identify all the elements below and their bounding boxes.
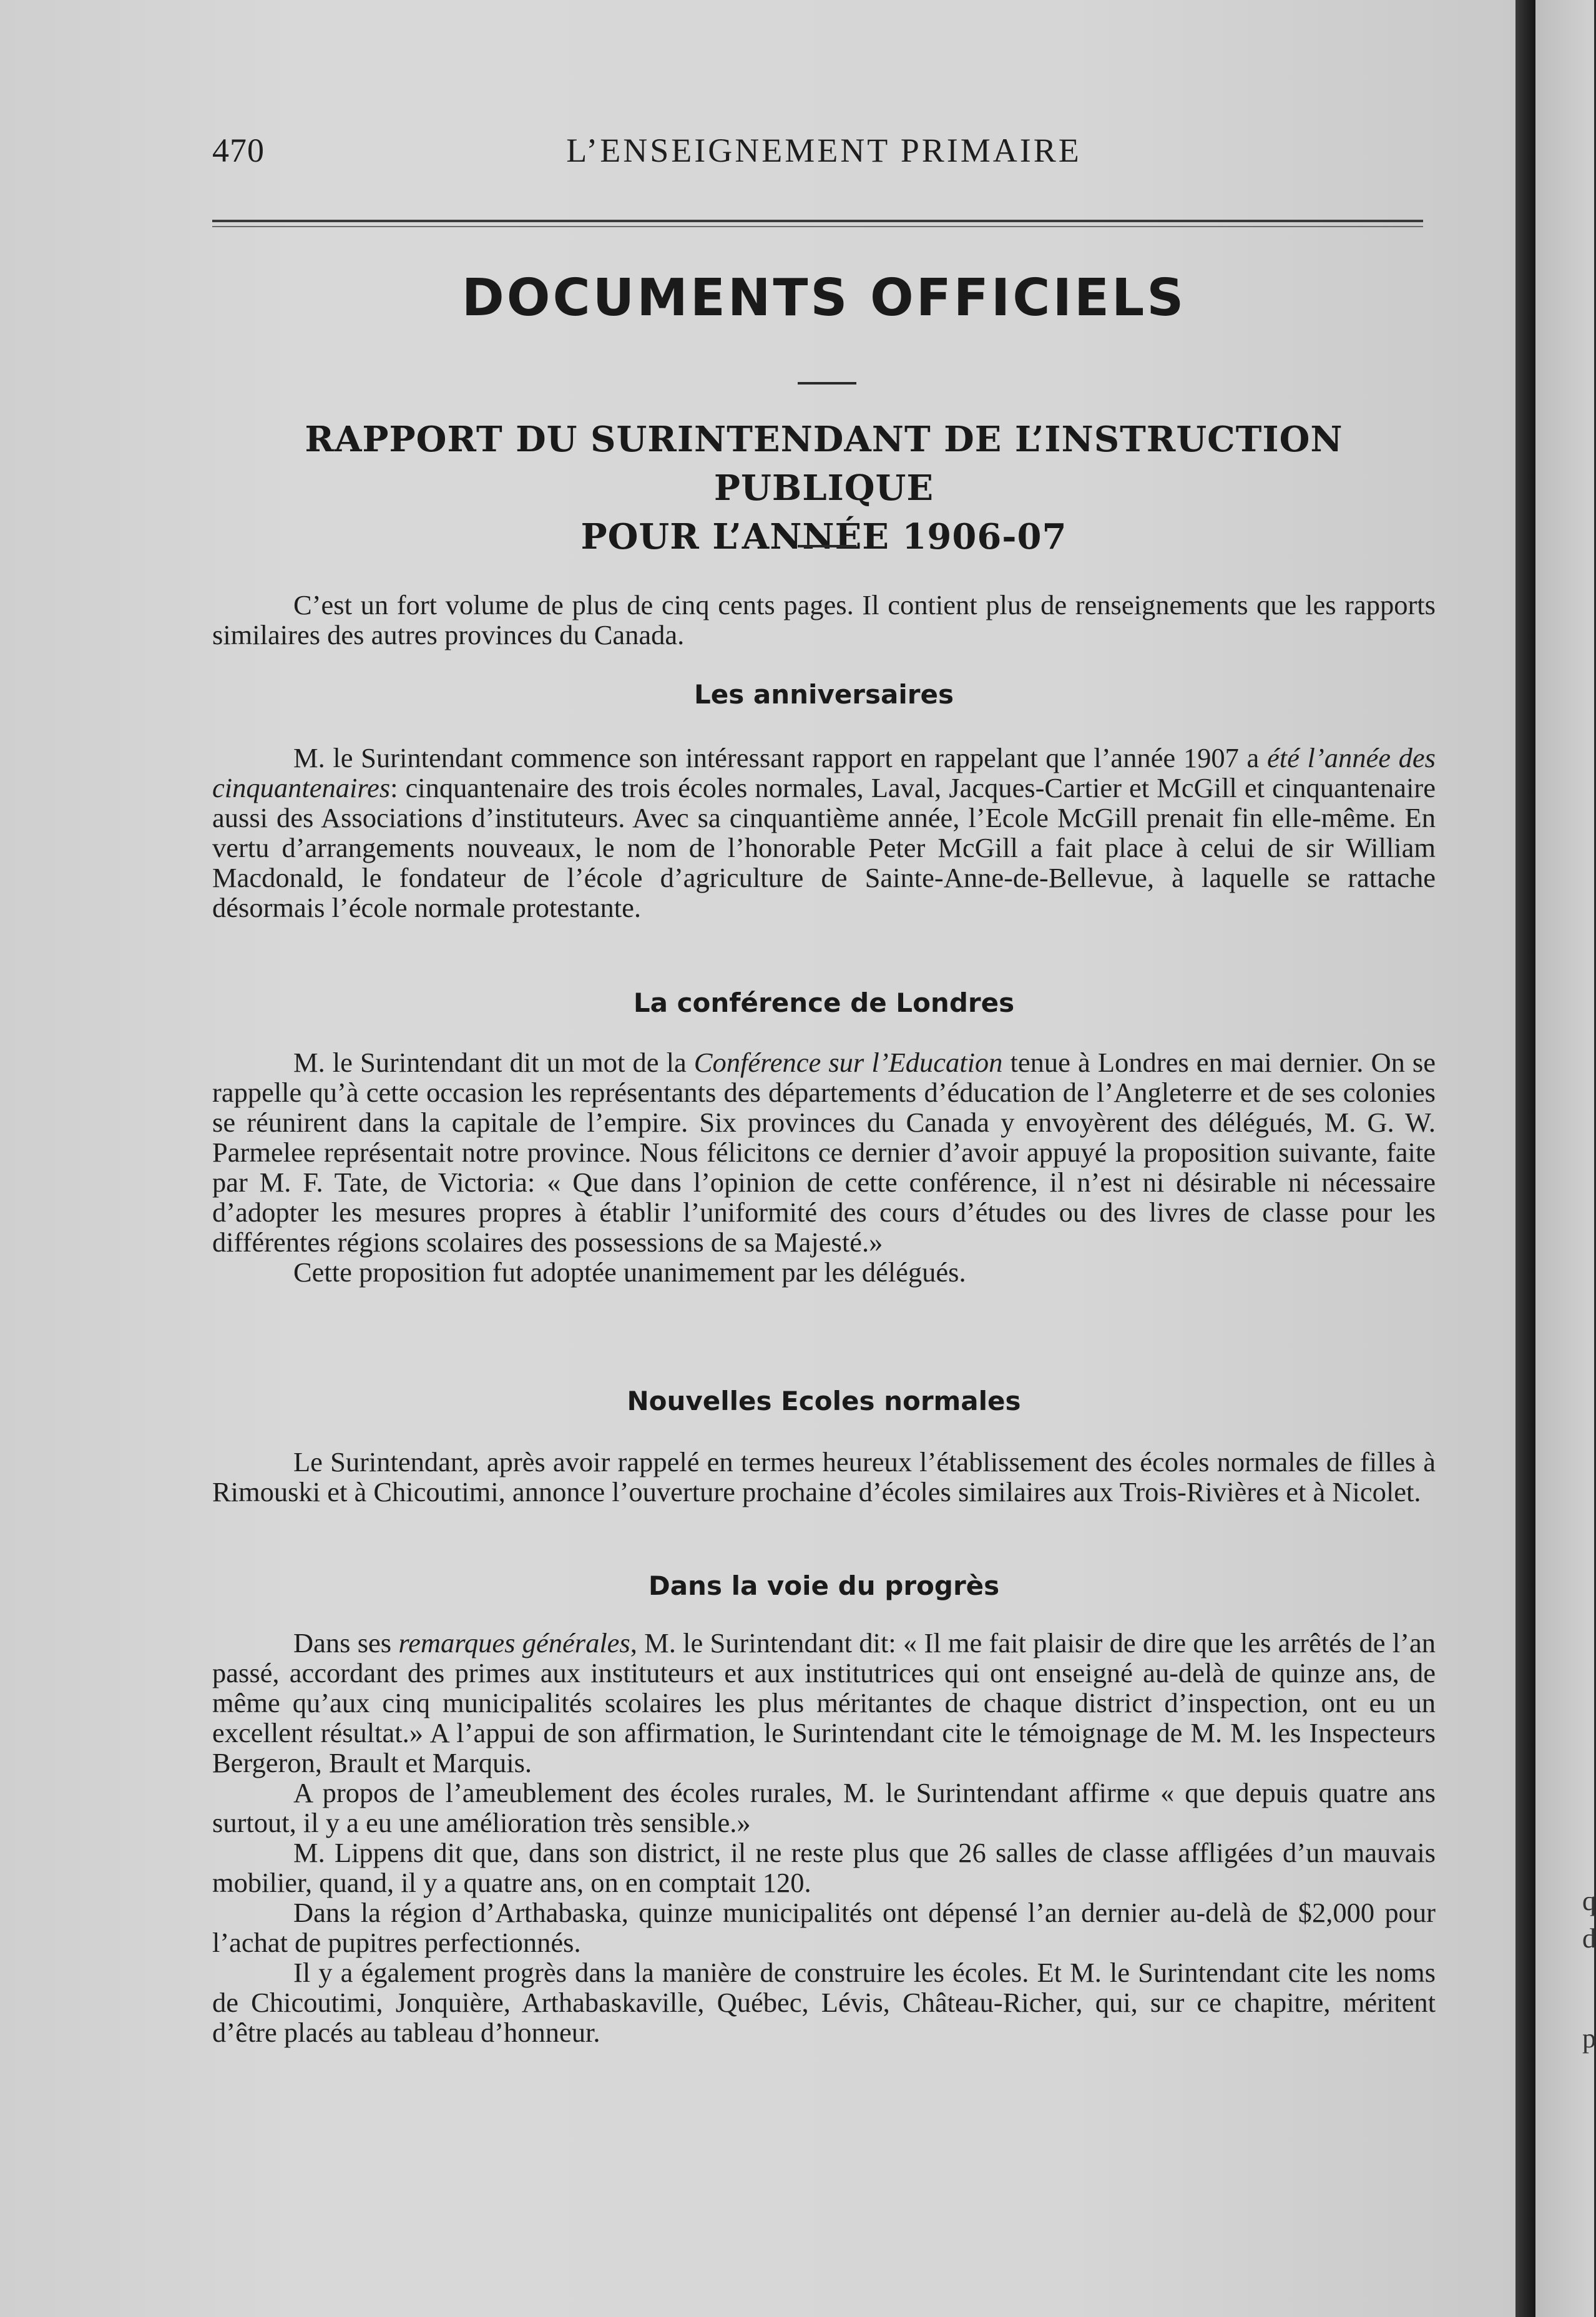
- section-heading-progres: Dans la voie du progrès: [648, 1570, 1000, 1601]
- section-heading-anniversaires: Les anniversaires: [694, 679, 954, 710]
- facing-page-edge: [1535, 0, 1594, 2317]
- intro-paragraph: C’est un fort volume de plus de cinq cents pages. Il contient plus de renseignements que les rapports similaires des autres provinces du Canada.: [212, 589, 1436, 650]
- paragraph: Le Surintendant, après avoir rappelé en termes heureux l’établissement des écoles normales de filles à Rimouski et à Chicoutimi, annonce l’ouverture prochaine d’écoles similaires aux Trois-Rivières et à Nicolet.: [212, 1446, 1436, 1507]
- report-title-line-1: RAPPORT DU SURINTENDANT DE L’INSTRUCTION PUBLIQUE: [305, 419, 1343, 509]
- facing-page-letter: d: [1582, 1923, 1596, 1954]
- section-body-anniversaires: [212, 743, 1436, 923]
- book-binding-shadow: [1515, 0, 1535, 2317]
- facing-page-letter: q: [1582, 1886, 1596, 1916]
- paragraph: Il y a également progrès dans la manière de construire les écoles. Et M. le Surintendant cite les noms de Chicoutimi, Jonquière, Arthabaskaville, Québec, Lévis, Château-Richer, qui, sur ce chapitre, méritent d’être placés au tableau d’honneur.: [212, 1957, 1436, 2048]
- paragraph: M. le Surintendant dit un mot de la Conférence sur l’Education tenue à Londres en mai dernier. On se rappelle qu’à cette occasion les représentants des départements d’éducation de l’Angleterre et de ses colonies se réunirent dans la capitale de l’empire. Six provinces du Canada y envoyèrent des délégués, M. G. W. Parmelee représentait notre province. Nous félicitons ce dernier d’avoir appuyé la proposition suivante, faite par M. F. Tate, de Victoria: « Que dans l’opinion de cette conférence, il n’est ni désirable ni nécessaire d’adopter les mesures propres à établir l’uniformité des cours d’études ou des livres de classe pour les différentes régions scolaires des possessions de sa Majesté.»: [212, 1047, 1436, 1258]
- title-divider: [798, 382, 856, 385]
- paragraph: Dans ses remarques générales, M. le Surintendant dit: « Il me fait plaisir de dire que les arrêtés de l’an passé, accordant des primes aux instituteurs et aux institutrices qui ont enseigné au-delà de quinze ans, de même qu’aux cinq municipalités scolaires les plus méritantes de chaque district d’inspection, ont eu un excellent résultat.» A l’appui de son affirmation, le Surintendant cite le témoignage de M. M. les Inspecteurs Bergeron, Brault et Marquis.: [212, 1627, 1436, 1778]
- report-divider: [798, 545, 856, 547]
- paragraph: M. Lippens dit que, dans son district, il ne reste plus que 26 salles de classe affligées d’un mauvais mobilier, quand, il y a quatre ans, on en comptait 120.: [212, 1837, 1436, 1898]
- section-body-ecoles-normales: [212, 1447, 1436, 1507]
- section-heading-ecoles-normales: Nouvelles Ecoles normales: [627, 1386, 1021, 1416]
- header-rule: [212, 220, 1423, 227]
- section-body-progres: [212, 1628, 1436, 2047]
- running-title: L’ENSEIGNEMENT PRIMAIRE: [566, 132, 1082, 169]
- running-head: [212, 131, 1436, 181]
- page-number: 470: [212, 132, 265, 169]
- paragraph: A propos de l’ameublement des écoles rurales, M. le Surintendant affirme « que depuis quatre ans surtout, il y a eu une amélioration très sensible.»: [212, 1777, 1436, 1838]
- section-heading-conference: La conférence de Londres: [633, 987, 1015, 1018]
- paragraph: M. le Surintendant commence son intéressant rapport en rappelant que l’année 1907 a été l’année des cinquantenaires: cinquantenaire des trois écoles normales, Laval, Jacques-Cartier et McGill et cinquantenaire aussi des Associations d’instituteurs. Avec sa cinquantième année, l’Ecole McGill prenait fin elle-même. En vertu d’arrangements nouveaux, le nom de l’honorable Peter McGill a fait place à celui de sir William Macdonald, le fondateur de l’école d’agriculture de Sainte-Anne-de-Bellevue, à laquelle se rattache désormais l’école normale protestante.: [212, 742, 1436, 923]
- facing-page-letter: p: [1582, 2023, 1596, 2054]
- report-title-line-2: POUR L’ANNÉE 1906-07: [580, 516, 1067, 557]
- intro-block: [212, 590, 1436, 650]
- paragraph: Cette proposition fut adoptée unanimement par les délégués.: [293, 1256, 966, 1288]
- report-title: [212, 415, 1436, 561]
- page-title: DOCUMENTS OFFICIELS: [461, 268, 1187, 328]
- section-body-conference: [212, 1047, 1436, 1287]
- paragraph: Dans la région d’Arthabaska, quinze municipalités ont dépensé l’an dernier au-delà de $2,000 pour l’achat de pupitres perfectionnés.: [212, 1897, 1436, 1958]
